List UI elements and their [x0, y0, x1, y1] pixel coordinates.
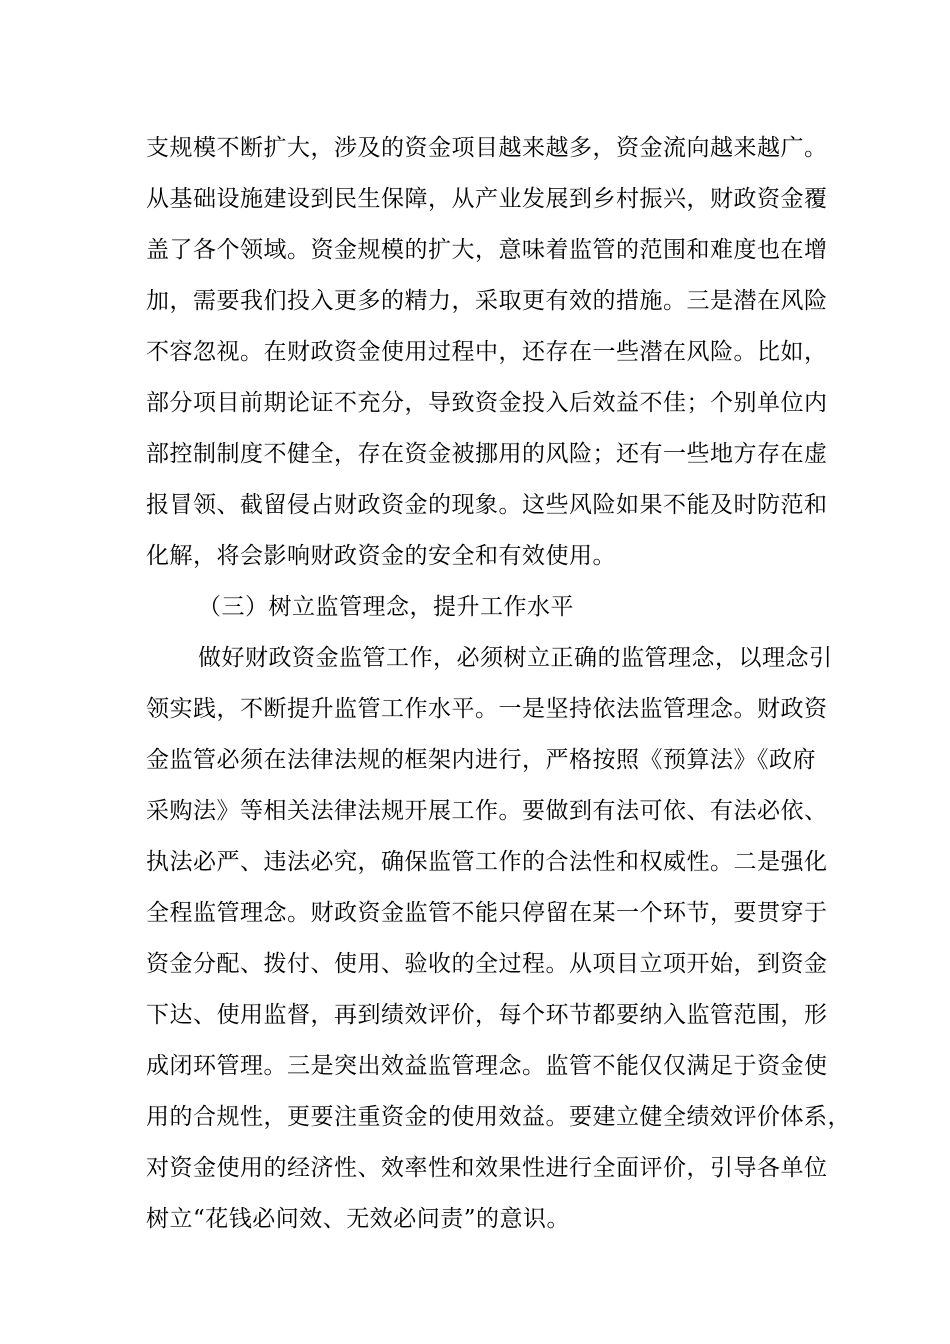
- paragraph-line-8: 报冒领、截留侵占财政资金的现象。这些风险如果不能及时防范和: [146, 492, 828, 518]
- paragraph-line-6: 部分项目前期论证不充分，导致资金投入后效益不佳；个别单位内: [146, 390, 828, 416]
- paragraph-line-13: 金监管必须在法律法规的框架内进行，严格按照《预算法》《政府: [146, 747, 816, 773]
- paragraph-line-20: 用的合规性，更要注重资金的使用效益。要建立健全绩效评价体系，: [146, 1104, 851, 1130]
- paragraph-line-15: 执法必严、违法必究，确保监管工作的合法性和权威性。二是强化: [146, 849, 828, 875]
- paragraph-line-19: 成闭环管理。三是突出效益监管理念。监管不能仅仅满足于资金使: [146, 1053, 828, 1079]
- paragraph-line-14: 采购法》等相关法律法规开展工作。要做到有法可依、有法必依、: [146, 798, 828, 824]
- section-heading: （三）树立监管理念，提升工作水平: [198, 594, 574, 620]
- paragraph-line-22: 树立“花钱必问效、无效必问责”的意识。: [146, 1206, 571, 1232]
- paragraph-line-16: 全程监管理念。财政资金监管不能只停留在某一个环节，要贯穿于: [146, 900, 828, 926]
- paragraph-line-21: 对资金使用的经济性、效率性和效果性进行全面评价，引导各单位: [146, 1155, 828, 1181]
- paragraph-line-12: 领实践，不断提升监管工作水平。一是坚持依法监管理念。财政资: [146, 696, 828, 722]
- paragraph-line-18: 下达、使用监督，再到绩效评价，每个环节都要纳入监管范围，形: [146, 1002, 828, 1028]
- paragraph-line-5: 不容忽视。在财政资金使用过程中，还存在一些潜在风险。比如，: [146, 339, 828, 365]
- paragraph-line-2: 从基础设施建设到民生保障，从产业发展到乡村振兴，财政资金覆: [146, 186, 828, 212]
- paragraph-line-3: 盖了各个领域。资金规模的扩大，意味着监管的范围和难度也在增: [146, 237, 828, 263]
- paragraph-line-9: 化解，将会影响财政资金的安全和有效使用。: [146, 543, 616, 569]
- paragraph-line-7: 部控制制度不健全，存在资金被挪用的风险；还有一些地方存在虚: [146, 441, 828, 467]
- paragraph-line-4: 加，需要我们投入更多的精力，采取更有效的措施。三是潜在风险: [146, 288, 828, 314]
- paragraph-line-17: 资金分配、拨付、使用、验收的全过程。从项目立项开始，到资金: [146, 951, 828, 977]
- paragraph-line-1: 支规模不断扩大，涉及的资金项目越来越多，资金流向越来越广。: [146, 135, 828, 161]
- paragraph-line-11: 做好财政资金监管工作，必须树立正确的监管理念，以理念引: [198, 645, 833, 671]
